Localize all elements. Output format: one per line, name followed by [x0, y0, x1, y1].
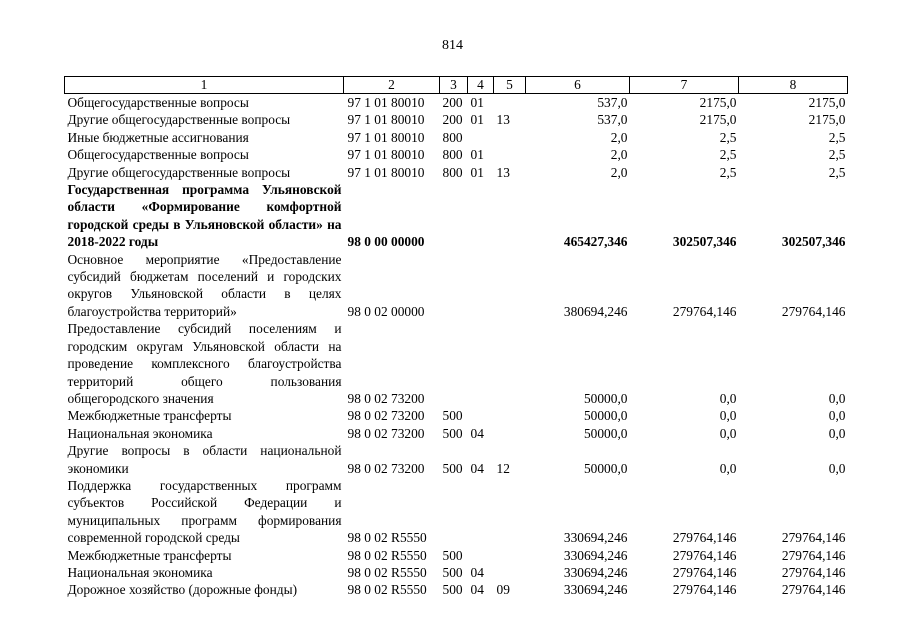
row-value-col6: 2,0 [610, 147, 628, 163]
row-pr [494, 425, 526, 442]
row-code: 98 0 02 73200 [347, 425, 425, 441]
row-code: 98 0 02 73200 [347, 460, 425, 476]
row-pr [494, 94, 526, 112]
row-rz: 01 [470, 95, 484, 110]
row-code: 97 1 01 80010 [347, 164, 425, 180]
row-name: Предоставление субсидий поселениям и городским округам Ульяновской области на проведение комплексного благоустройства территорий общего пользования общегородского значения [67, 321, 342, 406]
row-rz: 04 [470, 460, 484, 476]
row-value-col7: 0,0 [719, 425, 737, 441]
row-value-col6: 330694,246 [563, 547, 628, 563]
row-vr: 500 [442, 425, 463, 441]
row-value-col6: 2,0 [610, 129, 628, 145]
table-row [65, 251, 848, 321]
row-name: Государственная программа Ульяновской области «Формирование комфортной городской среды в Ульяновской области» на 2018-2022 годы [67, 182, 342, 250]
row-name: Другие вопросы в области национальной экономики [67, 443, 342, 476]
row-value-col8: 302507,346 [781, 234, 846, 250]
row-rz [468, 129, 494, 146]
table-row [65, 442, 848, 477]
row-name: Иные бюджетные ассигнования [67, 129, 249, 145]
row-code: 98 0 02 R5550 [347, 530, 427, 546]
row-value-col6: 330694,246 [563, 564, 628, 580]
row-rz: 01 [470, 147, 484, 163]
row-code: 97 1 01 80010 [347, 147, 425, 163]
row-value-col8: 279764,146 [781, 530, 846, 546]
row-rz: 01 [470, 164, 484, 180]
row-code: 98 0 00 00000 [347, 234, 425, 250]
table-row [65, 164, 848, 181]
row-value-col7: 0,0 [719, 460, 737, 476]
row-code: 97 1 01 80010 [347, 112, 425, 128]
row-pr: 13 [496, 112, 510, 128]
row-value-col7: 279764,146 [672, 582, 737, 598]
header-cell-7: 7 [630, 77, 739, 94]
table-row [65, 564, 848, 581]
table-row [65, 477, 848, 547]
row-value-col7: 302507,346 [672, 234, 737, 250]
header-cell-1: 1 [65, 77, 344, 94]
row-pr [494, 251, 526, 321]
header-cell-2: 2 [344, 77, 440, 94]
row-code: 97 1 01 80010 [347, 95, 425, 110]
table-row [65, 181, 848, 251]
row-pr [494, 129, 526, 146]
row-pr [494, 564, 526, 581]
row-name: Основное мероприятие «Предоставление субсидий бюджетам поселений и городских округов Ульяновской области в целях благоустройства территорий» [67, 251, 342, 319]
table-row [65, 129, 848, 146]
row-rz: 04 [470, 564, 484, 580]
row-rz [468, 320, 494, 407]
row-vr: 500 [442, 408, 463, 424]
row-value-col6: 50000,0 [583, 408, 628, 424]
row-pr: 09 [496, 582, 510, 598]
table-row [65, 94, 848, 112]
row-vr: 800 [442, 164, 463, 180]
budget-table [64, 76, 848, 599]
row-code: 98 0 02 73200 [347, 390, 425, 406]
row-value-col8: 0,0 [828, 390, 846, 406]
row-name: Общегосударственные вопросы [67, 95, 249, 110]
row-rz [468, 181, 494, 251]
row-vr: 500 [442, 460, 463, 476]
row-value-col6: 50000,0 [583, 460, 628, 476]
row-pr: 13 [496, 164, 510, 180]
row-value-col7: 279764,146 [672, 303, 737, 319]
row-value-col7: 279764,146 [672, 564, 737, 580]
row-name: Поддержка государственных программ субъектов Российской Федерации и муниципальных программ формирования современной городской среды [67, 477, 342, 546]
table-row [65, 111, 848, 128]
row-value-col6: 330694,246 [563, 582, 628, 598]
row-vr: 500 [442, 582, 463, 598]
row-value-col8: 279764,146 [781, 582, 846, 598]
row-value-col7: 2,5 [719, 164, 737, 180]
row-vr [440, 251, 468, 321]
row-rz [468, 547, 494, 564]
row-value-col7: 0,0 [719, 408, 737, 424]
header-cell-5: 5 [494, 77, 526, 94]
row-value-col8: 279764,146 [781, 303, 846, 319]
row-value-col6: 380694,246 [563, 303, 628, 319]
row-value-col8: 2,5 [828, 147, 846, 163]
row-value-col8: 2,5 [828, 129, 846, 145]
row-pr: 12 [496, 460, 510, 476]
row-code: 98 0 02 R5550 [347, 582, 427, 598]
header-cell-6: 6 [526, 77, 630, 94]
row-pr [494, 181, 526, 251]
table-row [65, 407, 848, 424]
row-code: 98 0 02 00000 [347, 303, 425, 319]
table-body [65, 94, 848, 599]
row-value-col6: 465427,346 [563, 234, 628, 250]
row-vr: 200 [442, 95, 463, 110]
row-value-col7: 0,0 [719, 390, 737, 406]
row-vr: 500 [442, 547, 463, 563]
row-vr [440, 477, 468, 547]
table-row [65, 425, 848, 442]
row-value-col7: 279764,146 [672, 547, 737, 563]
row-value-col8: 2175,0 [808, 112, 846, 128]
header-row [65, 77, 848, 94]
row-vr: 800 [442, 147, 463, 163]
row-value-col8: 279764,146 [781, 564, 846, 580]
table-row [65, 146, 848, 163]
row-value-col6: 50000,0 [583, 425, 628, 441]
row-rz [468, 251, 494, 321]
row-pr [494, 477, 526, 547]
row-name: Межбюджетные трансферты [67, 408, 232, 424]
row-code: 98 0 02 R5550 [347, 564, 427, 580]
row-value-col8: 279764,146 [781, 547, 846, 563]
row-rz [468, 477, 494, 547]
row-value-col7: 2,5 [719, 147, 737, 163]
row-vr [440, 320, 468, 407]
header-cell-3: 3 [440, 77, 468, 94]
row-value-col7: 2175,0 [699, 112, 737, 128]
row-pr [494, 320, 526, 407]
row-value-col8: 0,0 [828, 425, 846, 441]
row-name: Межбюджетные трансферты [67, 547, 232, 563]
row-value-col6: 537,0 [597, 112, 628, 128]
row-name: Национальная экономика [67, 564, 213, 580]
row-name: Общегосударственные вопросы [67, 147, 249, 163]
row-value-col8: 2175,0 [808, 95, 846, 110]
row-value-col8: 2,5 [828, 164, 846, 180]
row-vr: 800 [442, 129, 463, 145]
row-code: 98 0 02 R5550 [347, 547, 427, 563]
table-row [65, 547, 848, 564]
table-row [65, 581, 848, 598]
row-value-col6: 2,0 [610, 164, 628, 180]
row-name: Национальная экономика [67, 425, 213, 441]
row-name: Дорожное хозяйство (дорожные фонды) [67, 582, 298, 598]
row-value-col6: 50000,0 [583, 390, 628, 406]
row-value-col7: 279764,146 [672, 530, 737, 546]
row-name: Другие общегосударственные вопросы [67, 164, 291, 180]
row-rz [468, 407, 494, 424]
header-cell-8: 8 [739, 77, 848, 94]
row-rz: 04 [470, 425, 484, 441]
row-name: Другие общегосударственные вопросы [67, 112, 291, 128]
row-value-col6: 330694,246 [563, 530, 628, 546]
row-code: 97 1 01 80010 [347, 129, 425, 145]
row-value-col8: 0,0 [828, 408, 846, 424]
row-pr [494, 547, 526, 564]
row-vr [440, 181, 468, 251]
row-rz: 04 [470, 582, 484, 598]
row-rz: 01 [470, 112, 484, 128]
row-pr [494, 407, 526, 424]
header-cell-4: 4 [468, 77, 494, 94]
row-value-col6: 537,0 [597, 95, 628, 110]
row-value-col7: 2175,0 [699, 95, 737, 110]
row-value-col7: 2,5 [719, 129, 737, 145]
page-number: 814 [442, 38, 463, 53]
row-vr: 200 [442, 112, 463, 128]
row-value-col8: 0,0 [828, 460, 846, 476]
row-pr [494, 146, 526, 163]
row-vr: 500 [442, 564, 463, 580]
row-code: 98 0 02 73200 [347, 408, 425, 424]
table-row [65, 320, 848, 407]
